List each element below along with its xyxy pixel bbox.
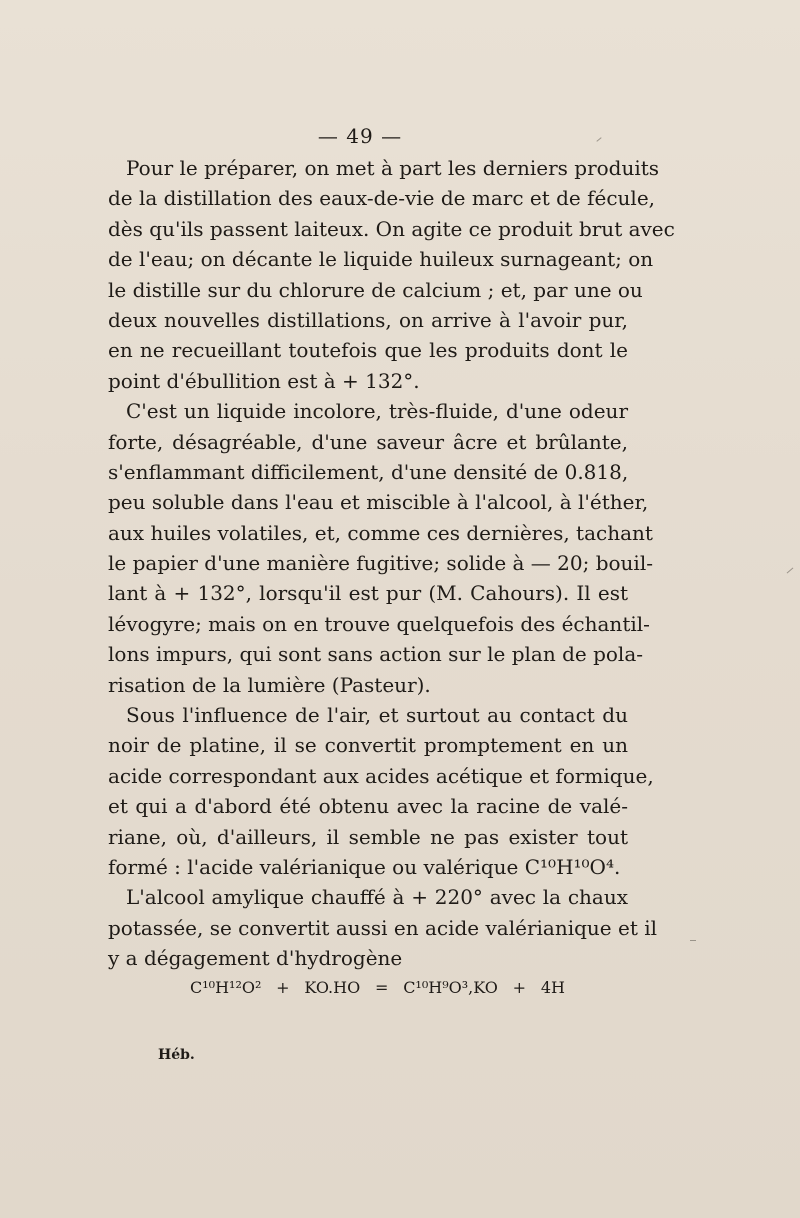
text-line: C'est un liquide incolore, très-fluide, d'une odeur bbox=[126, 399, 628, 424]
text-line: acide correspondant aux acides acétique et formique, bbox=[108, 763, 654, 788]
text-line: de l'eau; on décante le liquide huileux surnageant; on bbox=[108, 247, 654, 272]
text-line: point d'ébullition est à + 132°. bbox=[108, 368, 420, 393]
text-line: peu soluble dans l'eau et miscible à l'alcool, à l'éther, bbox=[108, 490, 649, 515]
text-line: riane, où, d'ailleurs, il semble ne pas exister tout bbox=[108, 824, 628, 849]
text-line: formé : l'acide valérianique ou valérique C¹⁰H¹⁰O⁴. bbox=[108, 854, 621, 879]
text-line: en ne recueillant toutefois que les produits dont le bbox=[108, 338, 628, 363]
text-line: lévogyre; mais on en trouve quelquefois des échantil- bbox=[108, 611, 650, 636]
text-line: L'alcool amylique chauffé à + 220° avec la chaux bbox=[126, 885, 628, 910]
text-line: le papier d'une manière fugitive; solide à — 20; bouil- bbox=[108, 551, 653, 576]
text-line: s'enflammant difficilement, d'une densité de 0.818, bbox=[108, 459, 629, 484]
text-line: dès qu'ils passent laiteux. On agite ce produit brut avec bbox=[108, 216, 675, 241]
text-line: forte, désagréable, d'une saveur âcre et brûlante, bbox=[108, 429, 628, 454]
text-line: risation de la lumière (Pasteur). bbox=[108, 672, 431, 697]
paper-speck bbox=[690, 940, 696, 941]
text-line: lant à + 132°, lorsqu'il est pur (M. Cahours). Il est bbox=[108, 581, 628, 606]
text-line: et qui a d'abord été obtenu avec la racine de valé- bbox=[108, 794, 628, 819]
signature: Héb. bbox=[158, 1047, 195, 1063]
text-line: potassée, se convertit aussi en acide valérianique et il bbox=[108, 915, 658, 940]
body-text bbox=[108, 153, 675, 974]
text-line: le distille sur du chlorure de calcium ; et, par une ou bbox=[108, 277, 643, 302]
text-line: Pour le préparer, on met à part les derniers produits bbox=[126, 156, 660, 180]
chemical-equation: C¹⁰H¹²O² + KO.HO = C¹⁰H⁹O³,KO + 4H bbox=[190, 978, 565, 997]
paper-speck bbox=[787, 568, 794, 574]
text-line: lons impurs, qui sont sans action sur le plan de pola- bbox=[108, 642, 643, 667]
text-line: de la distillation des eaux-de-vie de marc et de fécule, bbox=[108, 186, 656, 211]
text-line: y a dégagement d'hydrogène bbox=[108, 946, 403, 971]
text-line: Sous l'influence de l'air, et surtout au contact du bbox=[126, 703, 628, 728]
text-line: deux nouvelles distillations, on arrive à l'avoir pur, bbox=[108, 307, 628, 332]
text-line: aux huiles volatiles, et, comme ces dernières, tachant bbox=[108, 520, 653, 545]
page-number: — 49 — bbox=[317, 124, 403, 148]
text-line: noir de platine, il se convertit promptement en un bbox=[108, 733, 628, 758]
